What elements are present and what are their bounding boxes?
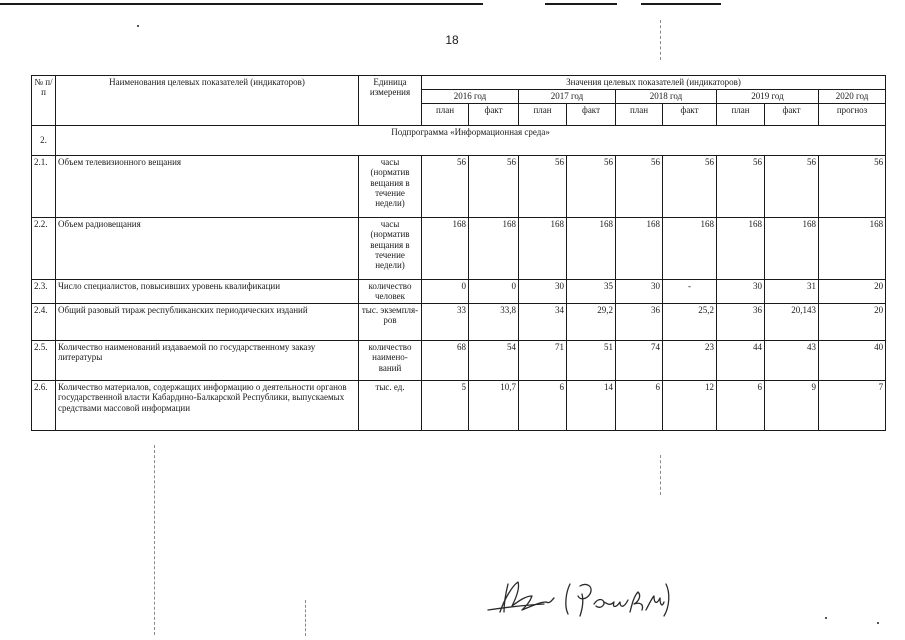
value-2018-plan: 36 (616, 304, 663, 341)
value-2019-fact: 9 (765, 381, 819, 431)
row-name: Количество наименований издаваемой по государственному заказу литературы (56, 341, 359, 381)
value-2019-plan: 168 (717, 218, 765, 280)
header-plan: план (519, 104, 567, 126)
scan-line (660, 20, 661, 60)
value-2016-plan: 68 (422, 341, 469, 381)
table-row (32, 304, 886, 341)
value-2020-forecast: 20 (819, 304, 886, 341)
value-2018-plan: 168 (616, 218, 663, 280)
row-number: 2.3. (32, 280, 56, 304)
row-unit: тыс. экземпля-ров (359, 304, 422, 341)
value-2019-plan: 30 (717, 280, 765, 304)
scan-speck (877, 622, 879, 624)
value-2017-plan: 30 (519, 280, 567, 304)
value-2019-fact: 43 (765, 341, 819, 381)
header-year: 2016 год (422, 90, 519, 104)
value-2018-fact: 25,2 (663, 304, 717, 341)
value-2016-fact: 10,7 (469, 381, 519, 431)
value-2019-plan: 6 (717, 381, 765, 431)
value-2016-plan: 0 (422, 280, 469, 304)
row-unit: часы (норматив вещания в течение недели) (359, 156, 422, 218)
row-unit: количество наимено-ваний (359, 341, 422, 381)
value-2016-plan: 33 (422, 304, 469, 341)
top-rule-right (545, 3, 617, 5)
value-2018-plan: 56 (616, 156, 663, 218)
value-2017-fact: 168 (567, 218, 616, 280)
row-number: 2.1. (32, 156, 56, 218)
value-2019-plan: 56 (717, 156, 765, 218)
row-unit: тыс. ед. (359, 381, 422, 431)
value-2016-fact: 54 (469, 341, 519, 381)
value-2019-fact: 56 (765, 156, 819, 218)
value-2020-forecast: 168 (819, 218, 886, 280)
value-2018-fact: 168 (663, 218, 717, 280)
value-2017-plan: 56 (519, 156, 567, 218)
value-2018-fact: 56 (663, 156, 717, 218)
section-number: 2. (32, 126, 56, 156)
row-name: Объем радиовещания (56, 218, 359, 280)
value-2018-fact: - (663, 280, 717, 304)
value-2019-fact: 31 (765, 280, 819, 304)
value-2016-fact: 0 (469, 280, 519, 304)
header-plan: план (422, 104, 469, 126)
header-num: № п/п (32, 76, 56, 126)
value-2017-fact: 14 (567, 381, 616, 431)
page-number: 18 (445, 33, 459, 47)
indicators-table (31, 75, 886, 431)
section-title: Подпрограмма «Информационная среда» (56, 126, 886, 156)
value-2016-fact: 33,8 (469, 304, 519, 341)
header-values-group: Значения целевых показателей (индикаторов) (422, 76, 886, 90)
table-row (32, 280, 886, 304)
header-year: 2020 год (819, 90, 886, 104)
header-fact: факт (469, 104, 519, 126)
header-year: 2017 год (519, 90, 616, 104)
top-rule-left (0, 3, 483, 5)
header-plan: план (717, 104, 765, 126)
value-2018-fact: 12 (663, 381, 717, 431)
table-row (32, 156, 886, 218)
value-2020-forecast: 40 (819, 341, 886, 381)
scan-speck (137, 25, 139, 27)
value-2018-plan: 6 (616, 381, 663, 431)
value-2016-plan: 56 (422, 156, 469, 218)
value-2019-fact: 168 (765, 218, 819, 280)
value-2019-plan: 44 (717, 341, 765, 381)
header-fact: факт (663, 104, 717, 126)
value-2017-fact: 35 (567, 280, 616, 304)
scan-line (305, 600, 306, 636)
header-name: Наименования целевых показателей (индикаторов) (56, 76, 359, 126)
header-fact: факт (765, 104, 819, 126)
header-unit: Единица измерения (359, 76, 422, 126)
top-rule-far-right (641, 3, 721, 5)
value-2017-fact: 29,2 (567, 304, 616, 341)
value-2018-fact: 23 (663, 341, 717, 381)
row-number: 2.5. (32, 341, 56, 381)
value-2020-forecast: 20 (819, 280, 886, 304)
value-2016-plan: 5 (422, 381, 469, 431)
value-2019-fact: 20,143 (765, 304, 819, 341)
scan-line (154, 445, 155, 635)
value-2016-fact: 168 (469, 218, 519, 280)
row-name: Общий разовый тираж республиканских периодических изданий (56, 304, 359, 341)
scan-line (660, 455, 661, 495)
value-2016-plan: 168 (422, 218, 469, 280)
value-2018-plan: 30 (616, 280, 663, 304)
value-2020-forecast: 56 (819, 156, 886, 218)
header-fact: факт (567, 104, 616, 126)
row-name: Объем телевизионного вещания (56, 156, 359, 218)
row-number: 2.6. (32, 381, 56, 431)
table-row (32, 381, 886, 431)
header-forecast: прогноз (819, 104, 886, 126)
value-2018-plan: 74 (616, 341, 663, 381)
value-2017-plan: 34 (519, 304, 567, 341)
scan-speck (825, 617, 827, 619)
value-2017-fact: 51 (567, 341, 616, 381)
table-row (32, 341, 886, 381)
value-2017-plan: 71 (519, 341, 567, 381)
header-year: 2019 год (717, 90, 819, 104)
row-unit: количество человек (359, 280, 422, 304)
value-2017-plan: 168 (519, 218, 567, 280)
value-2020-forecast: 7 (819, 381, 886, 431)
header-plan: план (616, 104, 663, 126)
table-row (32, 218, 886, 280)
value-2017-fact: 56 (567, 156, 616, 218)
row-number: 2.2. (32, 218, 56, 280)
value-2017-plan: 6 (519, 381, 567, 431)
row-name: Количество материалов, содержащих информацию о деятельности органов государственной власти Кабардино-Балкарской Республики, выпускаемых средствами массовой информации (56, 381, 359, 431)
row-name: Число специалистов, повысивших уровень квалификации (56, 280, 359, 304)
row-number: 2.4. (32, 304, 56, 341)
handwritten-signature (482, 572, 672, 622)
value-2019-plan: 36 (717, 304, 765, 341)
value-2016-fact: 56 (469, 156, 519, 218)
header-year: 2018 год (616, 90, 717, 104)
row-unit: часы (норматив вещания в течение недели) (359, 218, 422, 280)
